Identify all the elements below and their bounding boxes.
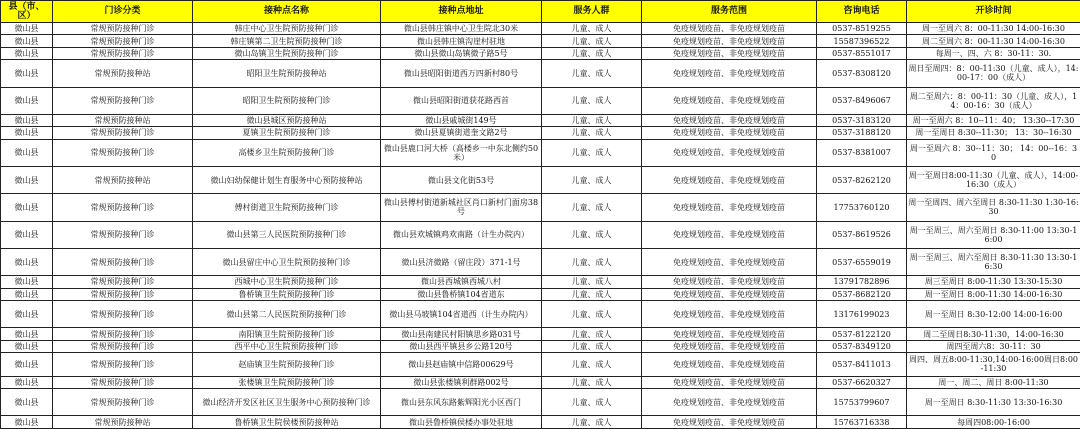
hours-cell: 每周四08:00-16:00 (907, 416, 1080, 429)
site-address-cell: 微山县鲁桥镇侯楼办事处驻地 (381, 416, 542, 429)
clinic-type-cell: 常规预防接种门诊 (53, 139, 193, 166)
phone-cell: 0537-8411013 (817, 353, 907, 377)
site-name-cell: 微山县第三人民医院预防接种门诊 (193, 221, 381, 248)
hours-cell: 周二至周日8:30-11:30，14:00-16:30 (907, 328, 1080, 340)
clinic-type-cell: 常规预防接种站 (53, 60, 193, 87)
table-row (1, 166, 1080, 193)
hours-cell: 周一至周日 8:30-11:30 13:30-16:30 (907, 389, 1080, 416)
clinic-type-cell: 常规预防接种门诊 (53, 221, 193, 248)
service-scope-cell: 免疫规划疫苗、非免疫规划疫苗 (642, 353, 817, 377)
hours-cell: 周一、周二、周日 8:00-11:30 (907, 376, 1080, 388)
service-scope-cell: 免疫规划疫苗、非免疫规划疫苗 (642, 35, 817, 47)
table-row (1, 139, 1080, 166)
site-address-cell: 微山县夏镇街道奎文路2号 (381, 127, 542, 139)
service-scope-cell: 免疫规划疫苗、非免疫规划疫苗 (642, 221, 817, 248)
county-cell: 微山县 (1, 127, 53, 139)
service-group-cell: 儿童、成人 (542, 23, 642, 35)
site-name-cell: 微山岛镇卫生院预防接种门诊 (193, 47, 381, 59)
table-row (1, 376, 1080, 388)
site-name-cell: 鲁桥镇卫生院侯楼预防接种站 (193, 416, 381, 429)
phone-cell: 0537-8349120 (817, 340, 907, 352)
site-name-cell: 韩庄中心卫生院预防接种门诊 (193, 23, 381, 35)
county-cell: 微山县 (1, 288, 53, 300)
county-cell: 微山县 (1, 114, 53, 126)
site-name-cell: 微山妇幼保健计划生育服务中心预防接种站 (193, 166, 381, 193)
table-row (1, 194, 1080, 221)
table-row (1, 276, 1080, 288)
service-scope-cell: 免疫规划疫苗、非免疫规划疫苗 (642, 376, 817, 388)
clinic-type-cell: 常规预防接种门诊 (53, 376, 193, 388)
site-name-cell: 微山县城区预防接种站 (193, 114, 381, 126)
site-address-cell: 微山县戚城街149号 (381, 114, 542, 126)
service-scope-cell: 免疫规划疫苗、非免疫规划疫苗 (642, 416, 817, 429)
county-cell: 微山县 (1, 35, 53, 47)
clinic-type-cell: 常规预防接种门诊 (53, 23, 193, 35)
site-name-cell: 西平中心卫生院预防接种门诊 (193, 340, 381, 352)
site-name-cell: 昭阳卫生院预防接种站 (193, 60, 381, 87)
clinic-type-cell: 常规预防接种门诊 (53, 328, 193, 340)
header-service-group: 服务人群 (542, 1, 642, 23)
phone-cell: 0537-8682120 (817, 288, 907, 300)
site-name-cell: 傅村街道卫生院预防接种门诊 (193, 194, 381, 221)
table-header-row (1, 1, 1080, 23)
site-address-cell: 微山县西平镇县乡公路120号 (381, 340, 542, 352)
county-cell: 微山县 (1, 139, 53, 166)
service-group-cell: 儿童、成人 (542, 416, 642, 429)
service-group-cell: 儿童、成人 (542, 353, 642, 377)
county-cell: 微山县 (1, 340, 53, 352)
site-name-cell: 张楼镇卫生院预防接种门诊 (193, 376, 381, 388)
county-cell: 微山县 (1, 248, 53, 275)
county-cell: 微山县 (1, 194, 53, 221)
hours-cell: 周一至周日 8:30--11:30； 13：30--16:30 (907, 127, 1080, 139)
clinic-type-cell: 常规预防接种站 (53, 416, 193, 429)
site-address-cell: 微山县欢城镇鸡欢南路（计生办院内） (381, 221, 542, 248)
service-group-cell: 儿童、成人 (542, 248, 642, 275)
header-site-address: 接种点地址 (381, 1, 542, 23)
table-row (1, 87, 1080, 114)
hours-cell: 周一至周四、周六至周日 8:30-11:30 1:30-16:30 (907, 194, 1080, 221)
site-name-cell: 赵庙镇卫生院预防接种门诊 (193, 353, 381, 377)
site-name-cell: 鲁桥镇卫生院预防接种门诊 (193, 288, 381, 300)
clinic-type-cell: 常规预防接种门诊 (53, 288, 193, 300)
service-group-cell: 儿童、成人 (542, 35, 642, 47)
service-group-cell: 儿童、成人 (542, 114, 642, 126)
site-name-cell: 昭阳卫生院预防接种门诊 (193, 87, 381, 114)
county-cell: 微山县 (1, 276, 53, 288)
site-name-cell: 微山县第二人民医院预防接种门诊 (193, 301, 381, 328)
site-name-cell: 高楼乡卫生院预防接种门诊 (193, 139, 381, 166)
service-group-cell: 儿童、成人 (542, 139, 642, 166)
clinic-type-cell: 常规预防接种站 (53, 114, 193, 126)
clinic-type-cell: 常规预防接种门诊 (53, 276, 193, 288)
service-scope-cell: 免疫规划疫苗、非免疫规划疫苗 (642, 248, 817, 275)
header-phone: 咨询电话 (817, 1, 907, 23)
header-service-scope: 服务范围 (642, 1, 817, 23)
site-address-cell: 微山县东风东路紫辉阳光小区西门 (381, 389, 542, 416)
site-address-cell: 微山县韩庄镇中心卫生院北30米 (381, 23, 542, 35)
site-address-cell: 微山县韩庄镇沟崖村驻地 (381, 35, 542, 47)
site-address-cell: 微山县文化街53号 (381, 166, 542, 193)
table-row (1, 340, 1080, 352)
table-row (1, 47, 1080, 59)
service-scope-cell: 免疫规划疫苗、非免疫规划疫苗 (642, 276, 817, 288)
county-cell: 微山县 (1, 87, 53, 114)
county-cell: 微山县 (1, 221, 53, 248)
site-address-cell: 微山县济微路（留庄段）371-1号 (381, 248, 542, 275)
phone-cell: 0537-6559019 (817, 248, 907, 275)
site-name-cell: 韩庄镇第二卫生院预防接种门诊 (193, 35, 381, 47)
table-row (1, 127, 1080, 139)
phone-cell: 0537-8619526 (817, 221, 907, 248)
service-scope-cell: 免疫规划疫苗、非免疫规划疫苗 (642, 166, 817, 193)
phone-cell: 0537-8381007 (817, 139, 907, 166)
site-address-cell: 微山县昭阳街道获花路西首 (381, 87, 542, 114)
phone-cell: 0537-3188120 (817, 127, 907, 139)
hours-cell: 周一至周三、周六至周日 8:30-11:30 13:30-16:30 (907, 248, 1080, 275)
table-row (1, 60, 1080, 87)
county-cell: 微山县 (1, 389, 53, 416)
table-row (1, 288, 1080, 300)
phone-cell: 13791782896 (817, 276, 907, 288)
hours-cell: 周二至周六：8：00-11：30（儿童、成人），14：00-16：30（成人） (907, 87, 1080, 114)
phone-cell: 0537-6620327 (817, 376, 907, 388)
county-cell: 微山县 (1, 166, 53, 193)
county-cell: 微山县 (1, 47, 53, 59)
hours-cell: 周四至周六8：30-11：30 (907, 340, 1080, 352)
hours-cell: 周三至周日 8:00-11:30 13:30-15:30 (907, 276, 1080, 288)
clinic-type-cell: 常规预防接种门诊 (53, 248, 193, 275)
site-address-cell: 微山县鹿口河大桥（高楼乡一中东北侧约50米） (381, 139, 542, 166)
site-address-cell: 微山县马坡镇104省道西（计生办院内） (381, 301, 542, 328)
phone-cell: 0537-8551017 (817, 47, 907, 59)
county-cell: 微山县 (1, 301, 53, 328)
clinic-type-cell: 常规预防接种门诊 (53, 47, 193, 59)
hours-cell: 周一至周六 8：10--11：40； 13:30--17:30 (907, 114, 1080, 126)
hours-cell: 周二至周六 8：00-11:30 14:00-16:30 (907, 35, 1080, 47)
clinic-type-cell: 常规预防接种门诊 (53, 35, 193, 47)
hours-cell: 周一至周六 8：00-11:30 14:00-16:30 (907, 23, 1080, 35)
phone-cell: 0537-8519255 (817, 23, 907, 35)
service-scope-cell: 免疫规划疫苗、非免疫规划疫苗 (642, 389, 817, 416)
site-name-cell: 微山县留庄中心卫生院预防接种门诊 (193, 248, 381, 275)
hours-cell: 周日至周四：8：00-11:30（儿童、成人），14:00-17：00（成人） (907, 60, 1080, 87)
service-scope-cell: 免疫规划疫苗、非免疫规划疫苗 (642, 87, 817, 114)
service-group-cell: 儿童、成人 (542, 127, 642, 139)
service-group-cell: 儿童、成人 (542, 87, 642, 114)
clinic-type-cell: 常规预防接种门诊 (53, 87, 193, 114)
clinic-type-cell: 常规预防接种门诊 (53, 194, 193, 221)
clinic-type-cell: 常规预防接种站 (53, 166, 193, 193)
service-scope-cell: 免疫规划疫苗、非免疫规划疫苗 (642, 23, 817, 35)
phone-cell: 15763716338 (817, 416, 907, 429)
service-scope-cell: 免疫规划疫苗、非免疫规划疫苗 (642, 47, 817, 59)
clinic-type-cell: 常规预防接种门诊 (53, 389, 193, 416)
phone-cell: 15753799607 (817, 389, 907, 416)
service-group-cell: 儿童、成人 (542, 60, 642, 87)
service-scope-cell: 免疫规划疫苗、非免疫规划疫苗 (642, 127, 817, 139)
clinic-type-cell: 常规预防接种门诊 (53, 127, 193, 139)
service-scope-cell: 免疫规划疫苗、非免疫规划疫苗 (642, 288, 817, 300)
site-address-cell: 微山县昭阳街道西万四新村80号 (381, 60, 542, 87)
site-name-cell: 西城中心卫生院预防接种门诊 (193, 276, 381, 288)
service-group-cell: 儿童、成人 (542, 340, 642, 352)
service-group-cell: 儿童、成人 (542, 389, 642, 416)
hours-cell: 每周一、四、六 8：30-11：30. (907, 47, 1080, 59)
site-name-cell: 微山经济开发区社区卫生服务中心预防接种门诊 (193, 389, 381, 416)
site-address-cell: 微山县赵庙镇中信路00629号 (381, 353, 542, 377)
service-scope-cell: 免疫规划疫苗、非免疫规划疫苗 (642, 340, 817, 352)
service-scope-cell: 免疫规划疫苗、非免疫规划疫苗 (642, 139, 817, 166)
header-clinic-type: 门诊分类 (53, 1, 193, 23)
table-row (1, 248, 1080, 275)
table-row (1, 353, 1080, 377)
table-row (1, 114, 1080, 126)
service-group-cell: 儿童、成人 (542, 221, 642, 248)
county-cell: 微山县 (1, 353, 53, 377)
hours-cell: 周四、周五8:00-11:30,14:00-16:00周日8:00-11:30 (907, 353, 1080, 377)
service-scope-cell: 免疫规划疫苗、非免疫规划疫苗 (642, 114, 817, 126)
county-cell: 微山县 (1, 23, 53, 35)
service-group-cell: 儿童、成人 (542, 194, 642, 221)
site-address-cell: 微山县傅村街道新城社区肖口新村门面房38号 (381, 194, 542, 221)
hours-cell: 周一至周日 8:30-12:00 14:00-16:00 (907, 301, 1080, 328)
hours-cell: 周一至周三、周六至周日 8:30-11:00 13:30-16:00 (907, 221, 1080, 248)
table-row (1, 23, 1080, 35)
service-scope-cell: 免疫规划疫苗、非免疫规划疫苗 (642, 60, 817, 87)
header-county: 县（市、区） (1, 1, 53, 23)
phone-cell: 0537-8308120 (817, 60, 907, 87)
site-address-cell: 微山县南建民村阳镇思乡路031号 (381, 328, 542, 340)
service-group-cell: 儿童、成人 (542, 276, 642, 288)
county-cell: 微山县 (1, 416, 53, 429)
clinic-type-cell: 常规预防接种门诊 (53, 340, 193, 352)
site-name-cell: 南阳镇卫生院预防接种门诊 (193, 328, 381, 340)
header-site-name: 接种点名称 (193, 1, 381, 23)
county-cell: 微山县 (1, 328, 53, 340)
service-scope-cell: 免疫规划疫苗、非免疫规划疫苗 (642, 328, 817, 340)
table-row (1, 35, 1080, 47)
county-cell: 微山县 (1, 60, 53, 87)
service-group-cell: 儿童、成人 (542, 376, 642, 388)
table-row (1, 389, 1080, 416)
phone-cell: 17753760120 (817, 194, 907, 221)
site-address-cell: 微山县鲁桥镇104省道东 (381, 288, 542, 300)
header-hours: 开诊时间 (907, 1, 1080, 23)
service-group-cell: 儿童、成人 (542, 328, 642, 340)
service-group-cell: 儿童、成人 (542, 301, 642, 328)
table-row (1, 416, 1080, 429)
clinic-type-cell: 常规预防接种门诊 (53, 353, 193, 377)
county-cell: 微山县 (1, 376, 53, 388)
table-row (1, 301, 1080, 328)
hours-cell: 周一至周日8:00-11:30（儿童、成人），14:00-16:30（成人） (907, 166, 1080, 193)
table-row (1, 328, 1080, 340)
hours-cell: 周一至周六 8：30--11：30； 14：00--16：30 (907, 139, 1080, 166)
phone-cell: 13176199023 (817, 301, 907, 328)
phone-cell: 0537-8122120 (817, 328, 907, 340)
service-scope-cell: 免疫规划疫苗、非免疫规划疫苗 (642, 301, 817, 328)
table-row (1, 221, 1080, 248)
service-group-cell: 儿童、成人 (542, 288, 642, 300)
hours-cell: 周一至周日 8:00-11:30 14:00-16:30 (907, 288, 1080, 300)
site-name-cell: 夏镇卫生院预防接种门诊 (193, 127, 381, 139)
service-group-cell: 儿童、成人 (542, 47, 642, 59)
phone-cell: 15587396522 (817, 35, 907, 47)
clinic-type-cell: 常规预防接种门诊 (53, 301, 193, 328)
site-address-cell: 微山县西城镇西城八村 (381, 276, 542, 288)
phone-cell: 0537-8496067 (817, 87, 907, 114)
site-address-cell: 微山县微山岛镇微子路5号 (381, 47, 542, 59)
phone-cell: 0537-3183120 (817, 114, 907, 126)
service-scope-cell: 免疫规划疫苗、非免疫规划疫苗 (642, 194, 817, 221)
site-address-cell: 微山县张楼镇利群路002号 (381, 376, 542, 388)
service-group-cell: 儿童、成人 (542, 166, 642, 193)
phone-cell: 0537-8262120 (817, 166, 907, 193)
